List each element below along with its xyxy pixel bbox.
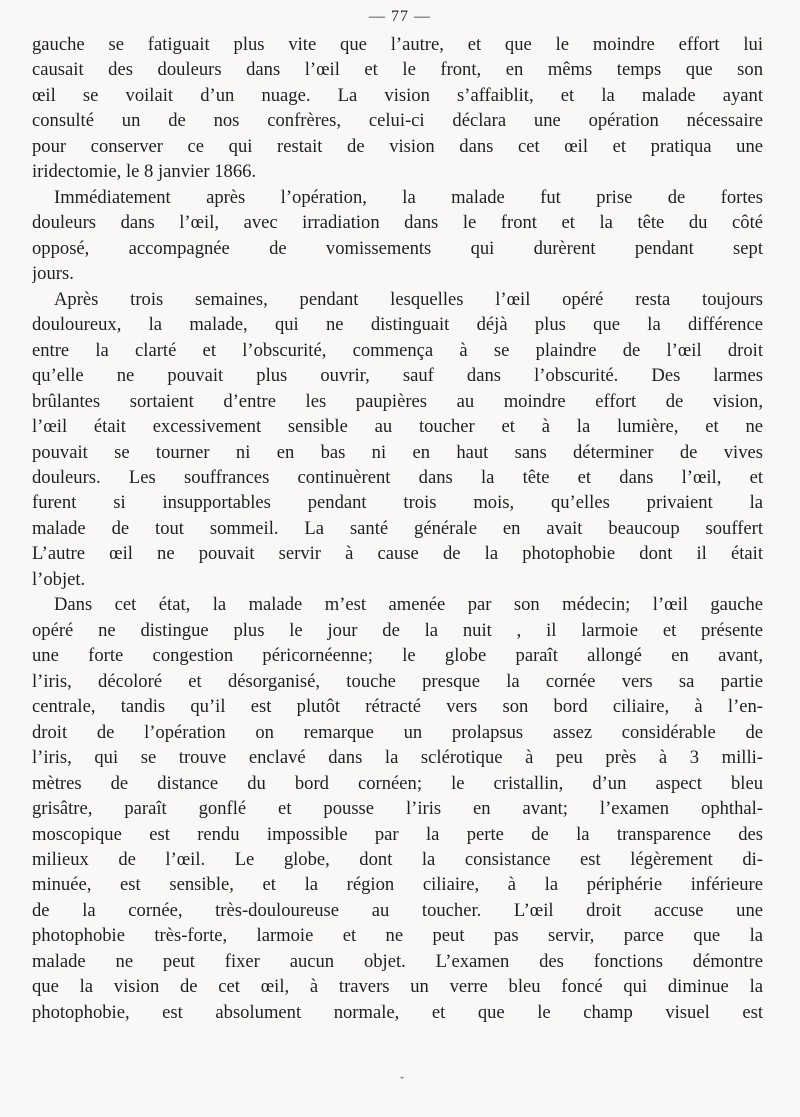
text-line: douleurs. Les souffrances continuèrent dans la tête et dans l’œil, et [32,466,763,488]
text-line: photophobie, est absolument normale, et que le champ visuel est [32,1001,763,1023]
text-line: l’objet. [32,568,86,590]
text-line: brûlantes sortaient d’entre les paupières au moindre effort de vision, [32,390,763,412]
text-line: L’autre œil ne pouvait servir à cause de la photophobie dont il était [32,543,763,565]
text-line: Après trois semaines, pendant lesquelles l’œil opéré resta toujours [54,288,763,310]
text-line: mètres de distance du bord cornéen; le cristallin, d’un aspect bleu [32,772,763,794]
text-line: une forte congestion péricornéenne; le globe paraît allongé en avant, [32,645,763,667]
text-line: que la vision de cet œil, à travers un verre bleu foncé qui diminue la [32,976,763,998]
text-line: qu’elle ne pouvait plus ouvrir, sauf dans l’obscurité. Des larmes [32,365,763,387]
text-line: de la cornée, très-douloureuse au toucher. L’œil droit accuse une [32,899,763,921]
text-line: douleurs dans l’œil, avec irradiation dans le front et la tête du côté [32,212,763,234]
text-line: l’iris, qui se trouve enclavé dans la sclérotique à peu près à 3 milli- [32,747,763,769]
text-line: l’œil était excessivement sensible au toucher et à la lumière, et ne [32,416,763,438]
text-line: l’iris, décoloré et désorganisé, touche presque la cornée vers sa partie [32,670,763,692]
text-line: iridectomie, le 8 janvier 1866. [32,161,257,183]
text-line: droit de l’opération on remarque un prolapsus assez considérable de [32,721,763,743]
text-line: pouvait se tourner ni en bas ni en haut sans déterminer de vives [32,441,763,463]
text-line: entre la clarté et l’obscurité, commença à se plaindre de l’œil droit [32,339,763,361]
text-line: consulté un de nos confrères, celui-ci déclara une opération nécessaire [32,110,763,132]
text-line: photophobie très-forte, larmoie et ne peut pas servir, parce que la [32,925,763,947]
text-line: Immédiatement après l’opération, la malade fut prise de fortes [54,186,763,208]
print-speck: ˇ [400,1074,404,1088]
text-line: œil se voilait d’un nuage. La vision s’affaiblit, et la malade ayant [32,84,763,106]
text-line: opposé, accompagnée de vomissements qui durèrent pendant sept [32,237,763,259]
page-number: — 77 — [369,8,431,25]
text-line: centrale, tandis qu’il est plutôt rétracté vers son bord ciliaire, à l’en- [32,696,763,718]
text-line: malade de tout sommeil. La santé générale en avait beaucoup souffert [32,517,763,539]
text-line: jours. [32,263,74,285]
text-line: malade ne peut fixer aucun objet. L’examen des fonctions démontre [32,950,763,972]
text-line: douloureux, la malade, qui ne distinguait déjà plus que la différence [32,314,763,336]
text-line: causait des douleurs dans l’œil et le front, en mêms temps que son [32,59,763,81]
body-text [32,32,763,1025]
text-line: milieux de l’œil. Le globe, dont la consistance est légèrement di- [32,849,763,870]
text-line: moscopique est rendu impossible par la perte de la transparence des [32,823,763,845]
text-line: Dans cet état, la malade m’est amenée par son médecin; l’œil gauche [54,594,763,616]
text-line: pour conserver ce qui restait de vision dans cet œil et pratiqua une [32,135,763,157]
text-line: grisâtre, paraît gonflé et pousse l’iris en avant; l’examen ophthal- [32,798,763,820]
text-line: furent si insupportables pendant trois mois, qu’elles privaient la [32,492,763,514]
text-line: gauche se fatiguait plus vite que l’autre, et que le moindre effort lui [32,34,763,55]
text-line: opéré ne distingue plus le jour de la nuit , il larmoie et présente [32,619,763,641]
text-line: minuée, est sensible, et la région ciliaire, à la périphérie inférieure [32,874,763,896]
